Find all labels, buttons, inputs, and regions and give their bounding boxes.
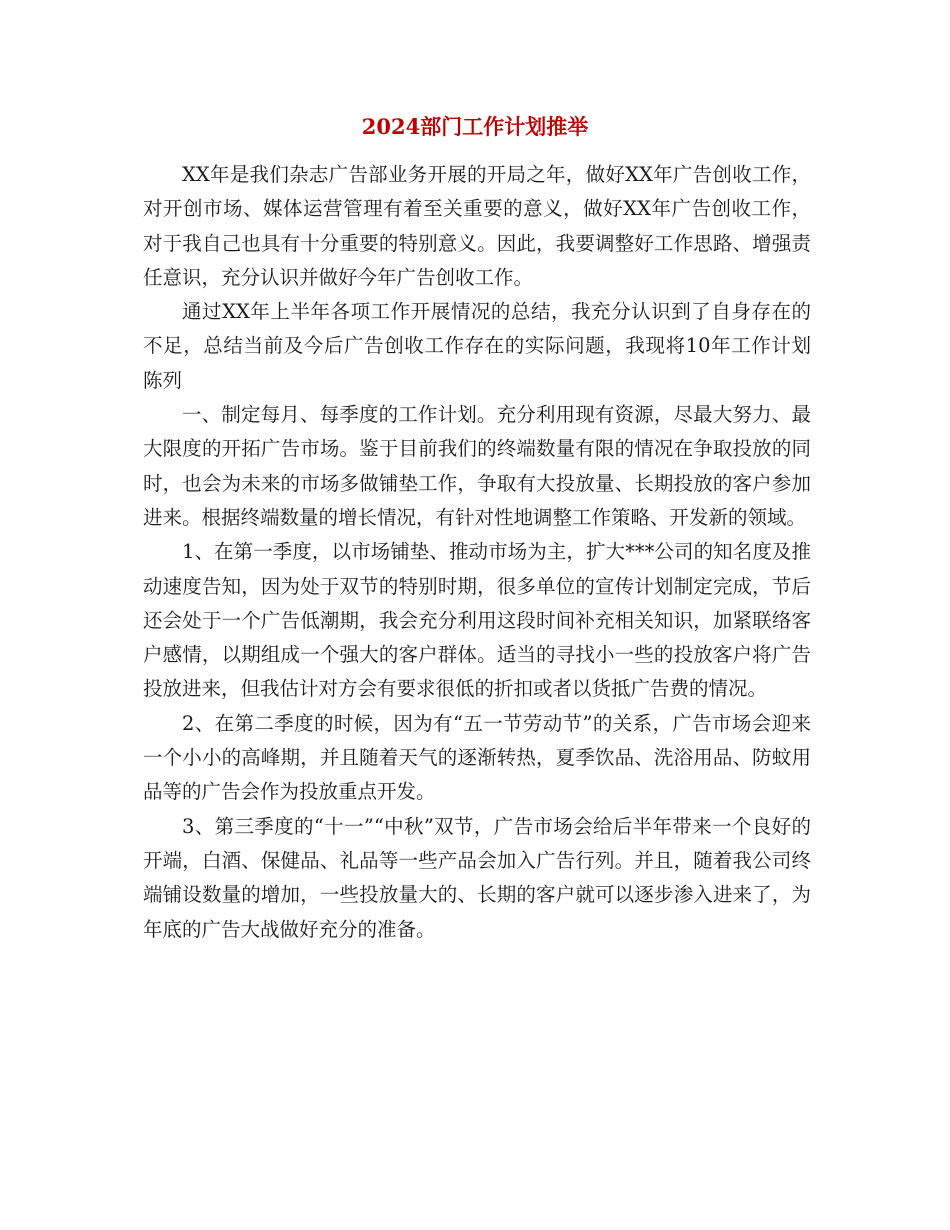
document-title: 2024部门工作计划推举 [361,114,589,139]
document-body [143,158,811,947]
paragraph-summary: 通过XX年上半年各项工作开展情况的总结，我充分认识到了自身存在的不足，总结当前及今后广告创收工作存在的实际问题，我现将10年工作计划陈列 [143,300,811,392]
paragraph-intro: XX年是我们杂志广告部业务开展的开局之年，做好XX年广告创收工作，对开创市场、媒体运营管理有着至关重要的意义，做好XX年广告创收工作，对于我自己也具有十分重要的特别意义。因此，我要调整好工作思路、增强责任意识，充分认识并做好今年广告创收工作。 [143,163,811,289]
paragraph-q1: 1、在第一季度，以市场铺垫、推动市场为主，扩大***公司的知名度及推动速度告知，因为处于双节的特别时期，很多单位的宣传计划制定完成，节后还会处于一个广告低潮期，我会充分利用这段时间补充相关知识，加紧联络客户感情，以期组成一个强大的客户群体。适当的寻找小一些的投放客户将广告投放进来，但我估计对方会有要求很低的折扣或者以货抵广告费的情况。 [143,540,811,701]
paragraph-section-one: 一、制定每月、每季度的工作计划。充分利用现有资源，尽最大努力、最大限度的开拓广告市场。鉴于目前我们的终端数量有限的情况在争取投放的同时，也会为未来的市场多做铺垫工作，争取有大投放量、长期投放的客户参加进来。根据终端数量的增长情况，有针对性地调整工作策略、开发新的领域。 [143,403,811,529]
paragraph-q2: 2、在第二季度的时候，因为有“五一节劳动节”的关系，广告市场会迎来一个小小的高峰期，并且随着天气的逐渐转热，夏季饮品、洗浴用品、防蚊用品等的广告会作为投放重点开发。 [143,711,811,804]
paragraph-q3: 3、第三季度的“十一”“中秋”双节，广告市场会给后半年带来一个良好的开端，白酒、保健品、礼品等一些产品会加入广告行列。并且，随着我公司终端铺设数量的增加，一些投放量大的、长期的客户就可以逐步渗入进来了，为年底的广告大战做好充分的准备。 [143,814,811,941]
